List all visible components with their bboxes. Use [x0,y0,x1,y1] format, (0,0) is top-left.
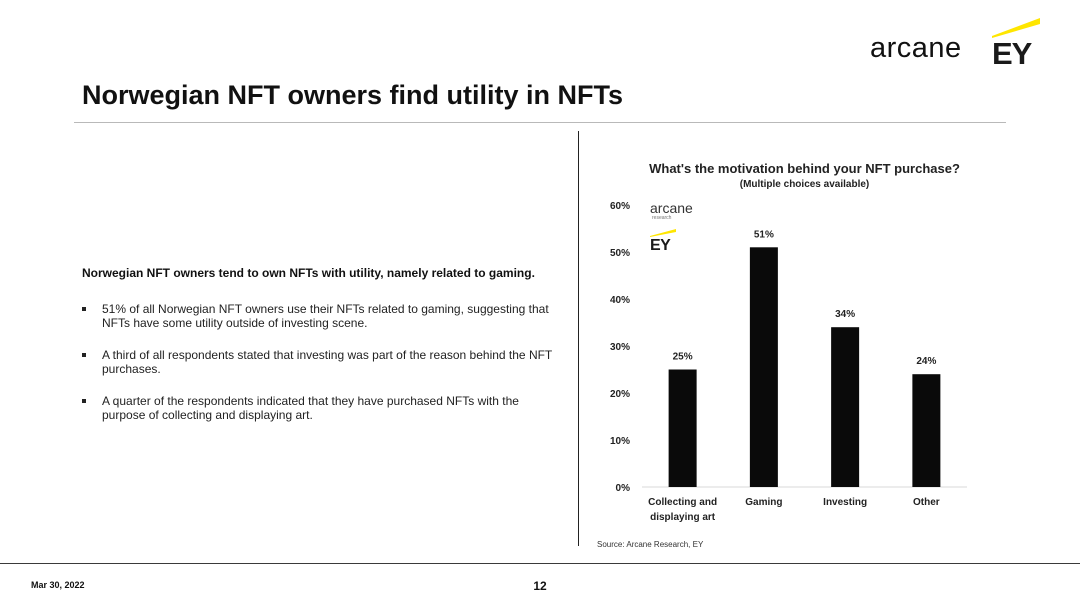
bullet-square-icon [82,307,86,311]
bullet-square-icon [82,353,86,357]
footer-divider [0,563,1080,564]
arcane-logo: arcane [870,32,962,64]
chart-watermark-research: research [652,215,672,221]
bullet-square-icon [82,399,86,403]
y-tick-label: 50% [609,248,630,259]
bullet-list [82,302,562,440]
bullet-text: 51% of all Norwegian NFT owners use their NFTs related to gaming, suggesting that NFTs have some utility outside of investing scene. [102,302,549,330]
bullet-item [82,394,562,422]
chart-watermark-ey [650,228,680,256]
bar [912,374,940,487]
data-label: 34% [835,309,856,321]
data-label: 25% [672,351,693,363]
data-label: 24% [916,356,937,368]
y-tick-label: 10% [609,436,630,447]
footer-date: Mar 30, 2022 [31,580,85,590]
y-tick-label: 40% [609,295,630,306]
page-number: 12 [533,579,547,593]
bullet-item [82,348,562,376]
bullet-text: A quarter of the respondents indicated that they have purchased NFTs with the purpose of collecting and displaying art. [102,394,519,422]
page-title: Norwegian NFT owners find utility in NFTs [82,80,624,110]
bullet-text: A third of all respondents stated that investing was part of the reason behind the NFT purchases. [102,348,553,376]
ey-logo [990,16,1042,71]
y-tick-label: 30% [609,342,630,353]
x-tick-label: Gaming [745,497,783,508]
bar [750,247,778,487]
data-label: 51% [753,229,774,241]
x-tick-label: Collecting and [648,497,718,508]
x-tick-label: Investing [823,497,868,508]
lead-statement: Norwegian NFT owners tend to own NFTs with utility, namely related to gaming. [82,266,535,280]
title-divider [74,122,1006,123]
chart-watermark-ey-text: EY [650,237,671,254]
chart-source: Source: Arcane Research, EY [597,540,704,549]
bar [669,370,697,488]
y-tick-label: 60% [609,201,630,212]
x-tick-label: Other [913,497,940,508]
bar [831,327,859,487]
chart-subtitle: (Multiple choices available) [739,179,870,190]
ey-logo-text: EY [992,36,1032,71]
chart-title: What's the motivation behind your NFT purchase? [649,161,960,176]
y-tick-label: 0% [615,483,630,494]
y-tick-label: 20% [609,389,630,400]
bullet-item [82,302,562,330]
x-tick-label: displaying art [650,512,716,523]
chart-watermark-arcane: arcane [650,200,693,216]
column-divider [578,131,579,546]
